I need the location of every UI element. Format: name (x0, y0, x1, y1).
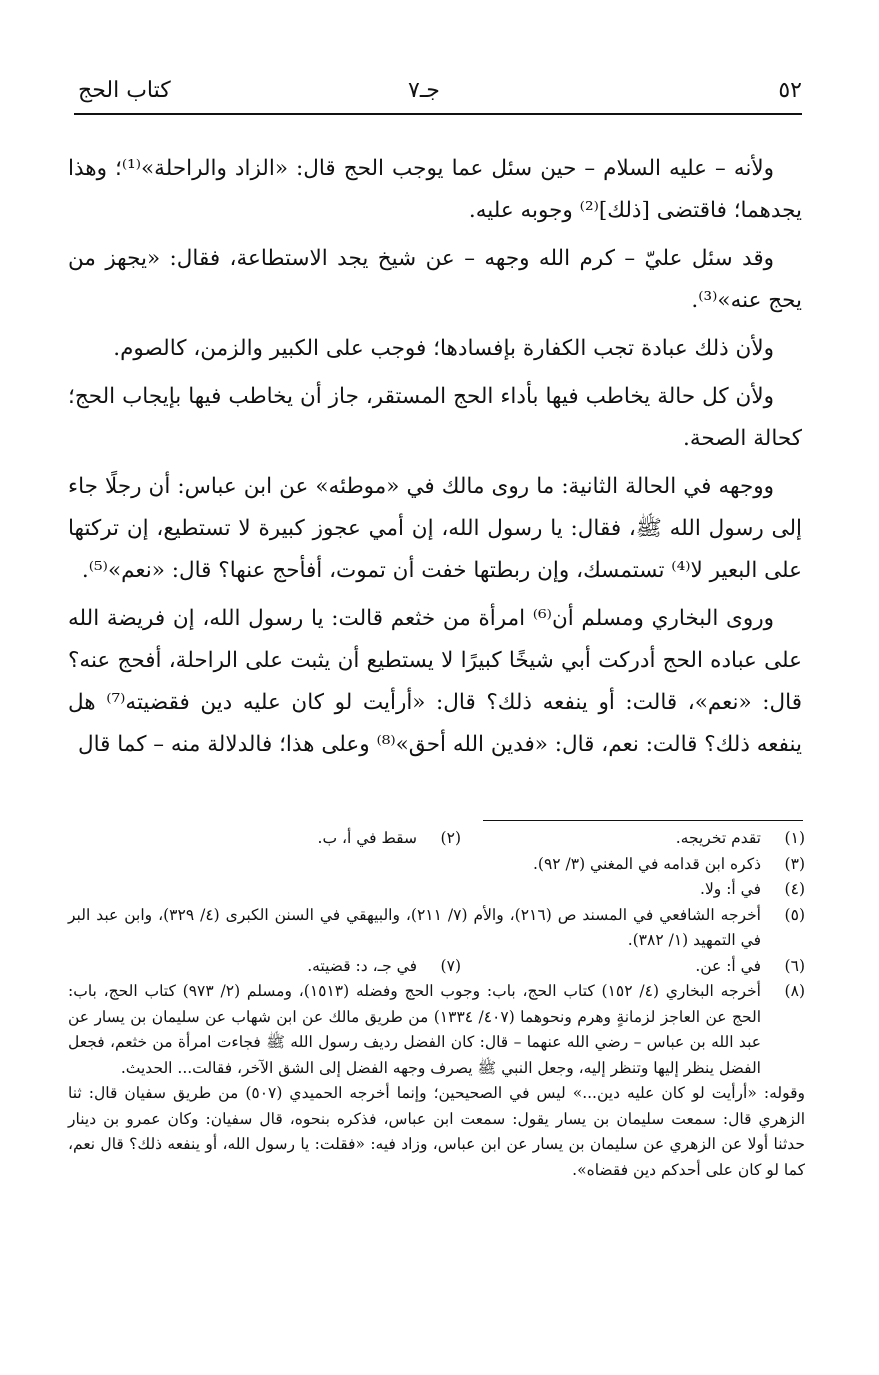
footnote-text: تقدم تخريجه. (675, 829, 761, 847)
paragraph: ولأن كل حالة يخاطب فيها بأداء الحج المستقر، جاز أن يخاطب فيها بإيجاب الحج؛ كحالة الصحة. (68, 384, 802, 451)
footnotes (68, 826, 805, 1183)
page-number: ٥٢ (778, 78, 802, 103)
footnote-text: أخرجه الشافعي في المسند ص (٢١٦)، والأم (٧/ ٢١١)، والبيهقي في السنن الكبرى (٤/ ٣٢٩)، وابن عبد البر في التمهيد (١/ ٣٨٢). (68, 905, 761, 949)
footnote-text: ذكره ابن قدامه في المغني (٣/ ٩٢). (532, 854, 761, 873)
paragraph: ووجهه في الحالة الثانية: ما روى مالك في «موطئه» عن ابن عباس: أن رجلًا جاء إلى رسول الله ﷺ، فقال: يا رسول الله، إن أمي عجوز كبيرة لا تستطيع، إن تركتها على البعير لا⁽⁴⁾ تستمسك، وإن ربطتها خفت أن تموت، أفأحج عنها؟ قال: «نعم»⁽⁵⁾. (68, 474, 802, 583)
footnote (68, 877, 805, 903)
footnote-number: (٥) (784, 905, 805, 924)
footnote (117, 954, 461, 980)
footnote-row (68, 826, 805, 852)
footnote-number: (٧) (440, 956, 461, 975)
running-header (78, 78, 802, 112)
footnote-continuation: وقوله: «أرأيت لو كان عليه دين...» ليس في الصحيحين؛ وإنما أخرجه الحميدي (٥٠٧) من طريق سفيان قال: ثنا الزهري قال: سمعت سليمان بن يسار يقول: سمعت ابن عباس، فذكره بنحوه، قال سفيان: وكان عمرو بن دينار حدثنا أولا عن الزهري عن سليمان بن يسار عن ابن عباس، وزاد فيه: «فقلت: يا رسول الله، أو ينفعه ذلك؟ قال نعم، كما لو كان على أحدكم دين فقضاه». (68, 1084, 806, 1179)
footnote-text: سقط في أ، ب. (317, 829, 417, 847)
footnote (68, 852, 805, 878)
footnote-text: أخرجه البخاري (٤/ ١٥٢) كتاب الحج، باب: وجوب الحج وفضله (١٥١٣)، ومسلم (٢/ ٩٧٣) كتاب الحج، باب: الحج عن العاجز لزمانةٍ وهرم ونحوهما (٤٠٧/ ١٣٣٤) من طريق مالك عن ابن شهاب عن سليمان بن يسار عن عبد الله بن عباس – رضي الله عنهما – قال: كان الفضل رديف رسول الله ﷺ فجاءت امرأة من خثعم، فجعل الفضل ينظر إليها وتنظر إليه، وجعل النبي ﷺ يصرف وجهه الفضل إلى الشق الآخر، فقالت... الحديث. (68, 982, 761, 1077)
footnote-number: (٨) (784, 982, 805, 1000)
paragraph: وقد سئل عليّ – كرم الله وجهه – عن شيخ يجد الاستطاعة، فقال: «يجهز من يحج عنه»⁽³⁾. (68, 246, 802, 313)
paragraph: ولأنه – عليه السلام – حين سئل عما يوجب الحج قال: «الزاد والراحلة»⁽¹⁾؛ وهذا يجدهما؛ فاقتضى [ذلك]⁽²⁾ وجوبه عليه. (68, 156, 802, 223)
footnote-number: (٦) (784, 956, 805, 975)
footnote-number: (٤) (784, 880, 805, 898)
volume-label: جـ٧ (408, 78, 440, 103)
footnote-row (68, 954, 805, 980)
main-text (68, 148, 802, 772)
paragraph: وروى البخاري ومسلم أن⁽⁶⁾ امرأة من خثعم قالت: يا رسول الله، إن فريضة الله على عباده الحج أدركت أبي شيخًا كبيرًا لا يستطيع أن يثبت على الراحلة، أفحج عنه؟ قال: «نعم»، قالت: أو ينفعه ذلك؟ قال: «أرأيت لو كان عليه دين فقضيته⁽⁷⁾ هل ينفعه ذلك؟ قالت: نعم، قال: «فدين الله أحق»⁽⁸⁾ وعلى هذا؛ فالدلالة منه – كما قال (68, 606, 802, 757)
footnote (68, 979, 805, 1081)
footnote-text: في أ: ولا. (700, 880, 761, 898)
footnote-number: (٢) (440, 829, 461, 847)
footnote-text: في أ: عن. (695, 956, 761, 975)
header-rule (74, 113, 802, 115)
footnote (461, 954, 805, 980)
footnote (117, 826, 461, 852)
footnote-separator (483, 820, 803, 821)
book-title: كتاب الحج (78, 78, 171, 103)
footnote-number: (٣) (784, 854, 805, 873)
paragraph: ولأن ذلك عبادة تجب الكفارة بإفسادها؛ فوجب على الكبير والزمن، كالصوم. (113, 336, 774, 361)
footnote-number: (١) (784, 829, 805, 847)
footnote (68, 903, 805, 954)
footnote-text: في جـ، د: قضيته. (307, 956, 417, 975)
footnote (461, 826, 805, 852)
